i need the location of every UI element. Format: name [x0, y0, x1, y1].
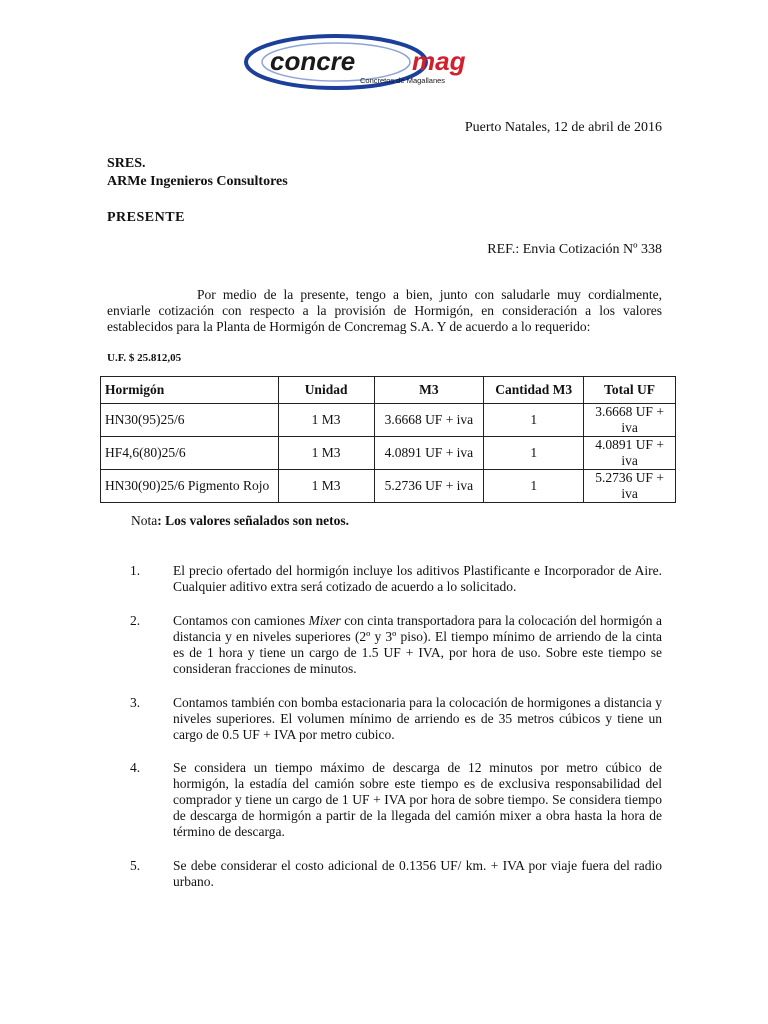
cell-hormigon: HF4,6(80)25/6 [101, 437, 279, 470]
cell-cantidad: 1 [484, 404, 584, 437]
cell-m3: 5.2736 UF + iva [374, 470, 484, 503]
cell-hormigon: HN30(95)25/6 [101, 404, 279, 437]
item-text-mixer: Mixer [308, 613, 341, 628]
letter-date: Puerto Natales, 12 de abril de 2016 [464, 120, 662, 135]
header-unidad: Unidad [278, 377, 374, 404]
cell-total: 4.0891 UF + iva [584, 437, 676, 470]
nota-text: : Los valores señalados son netos. [157, 513, 350, 528]
uf-value: U.F. $ 25.812,05 [107, 352, 182, 364]
nota-label: Nota [131, 513, 158, 528]
item-text: Se debe considerar el costo adicional de 0.1356 UF/ km. + IVA por viaje fuera del radio urbano. [173, 858, 662, 889]
cell-unidad: 1 M3 [278, 470, 374, 503]
cell-m3: 4.0891 UF + iva [374, 437, 484, 470]
cell-total: 5.2736 UF + iva [584, 470, 676, 503]
logo-brand-right: mag [412, 46, 466, 76]
table-header-row [101, 377, 676, 404]
logo-brand-left: concre [270, 46, 356, 76]
cell-unidad: 1 M3 [278, 404, 374, 437]
cell-unidad: 1 M3 [278, 437, 374, 470]
item-number: 4. [130, 760, 141, 775]
price-table [100, 376, 676, 503]
salutation: SRES. [107, 156, 146, 171]
item-number: 2. [130, 613, 141, 628]
table-row [101, 470, 676, 503]
item-text-post: con cinta transportadora para la colocación del hormigón a distancia y en niveles superiores (2º y 3º piso). El tiempo mínimo de arriendo de la cinta es de 1 hora y tiene un cargo de 1.5 UF + IVA, por hora de uso. Sobre este tiempo se consideran fracciones de minutos. [173, 613, 662, 676]
cell-hormigon: HN30(90)25/6 Pigmento Rojo [101, 470, 279, 503]
item-number: 5. [130, 858, 141, 873]
company-logo [240, 30, 500, 90]
item-text: El precio ofertado del hormigón incluye los aditivos Plastificante e Incorporador de Aire. Cualquier aditivo extra será cotizado de acuerdo a lo solicitado. [173, 563, 662, 594]
item-text-pre: Contamos con camiones [173, 613, 309, 628]
logo-tagline: Concretos de Magallanes [360, 76, 446, 85]
nota-line [131, 513, 349, 529]
presente-heading: PRESENTE [107, 210, 185, 225]
header-m3: M3 [374, 377, 484, 404]
table-row [101, 404, 676, 437]
recipient-name: ARMe Ingenieros Consultores [107, 174, 288, 189]
intro-paragraph: Por medio de la presente, tengo a bien, junto con saludarle muy cordialmente, enviarle cotización con respecto a la provisión de Hormigón, en consideración a los valores establecidos para la Planta de Hormigón de Concremag S.A. Y de acuerdo a lo requerido: [107, 287, 662, 334]
item-number: 3. [130, 695, 141, 710]
header-cantidad: Cantidad M3 [484, 377, 584, 404]
table-row [101, 437, 676, 470]
cell-m3: 3.6668 UF + iva [374, 404, 484, 437]
item-text: Contamos también con bomba estacionaria para la colocación de hormigones a distancia y niveles superiores. El volumen mínimo de arriendo es de 35 metros cúbicos y tiene un cargo de 0.5 UF + IVA por metro cubico. [173, 695, 662, 742]
cell-cantidad: 1 [484, 437, 584, 470]
reference-line: REF.: Envia Cotización Nº 338 [487, 242, 662, 257]
cell-total: 3.6668 UF + iva [584, 404, 676, 437]
header-hormigon: Hormigón [101, 377, 279, 404]
item-number: 1. [130, 563, 141, 578]
cell-cantidad: 1 [484, 470, 584, 503]
item-text [173, 613, 662, 677]
header-total: Total UF [584, 377, 676, 404]
item-text: Se considera un tiempo máximo de descarga de 12 minutos por metro cúbico de hormigón, la estadía del camión sobre este tiempo es de exclusiva responsabilidad del comprador y tiene un cargo de 1 UF + IVA por hora de sobre tiempo. Se considera tiempo de descarga de hormigón a partir de la llegada del camión mixer a obra hasta la hora de término de descarga. [173, 760, 662, 839]
